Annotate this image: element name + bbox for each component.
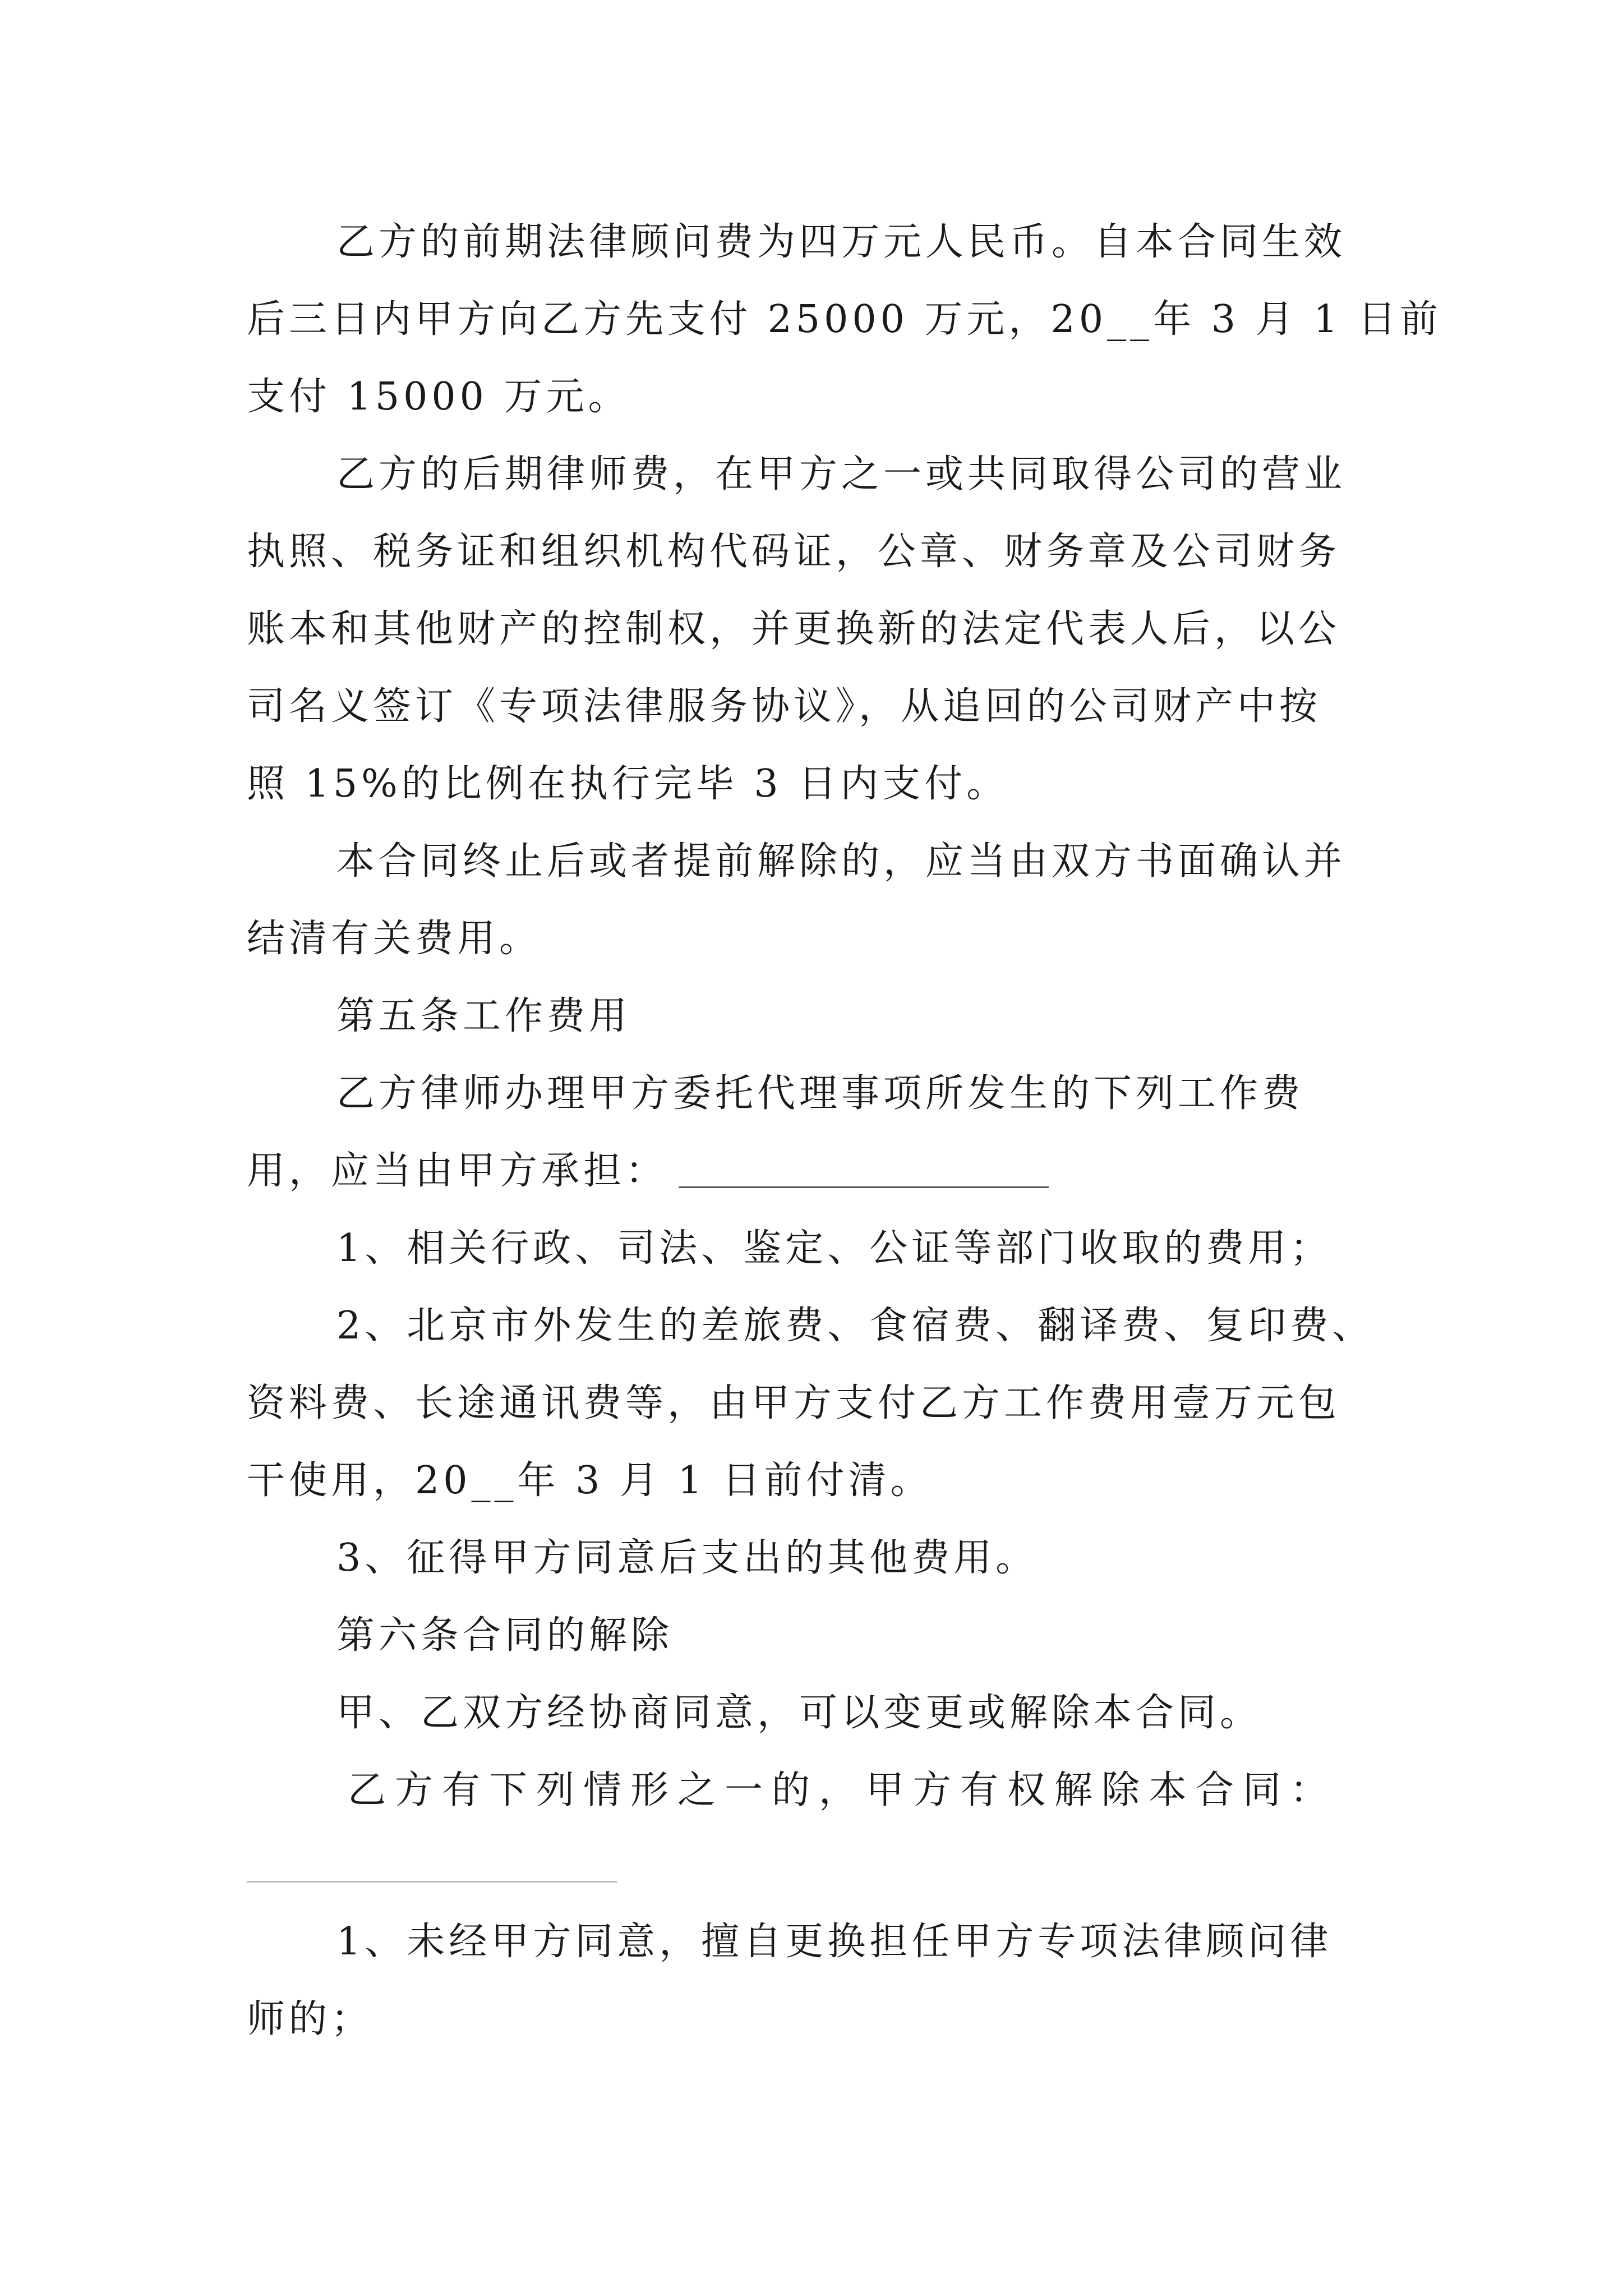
footnote-separator [247, 1881, 617, 1883]
paragraph-text: 用，应当由甲方承担： [247, 1149, 668, 1193]
paragraph-line: 支付 15000 万元。 [247, 375, 630, 419]
list-item-continuation: 资料费、长途通讯费等，由甲方支付乙方工作费用壹万元包 [247, 1381, 1341, 1425]
paragraph-line: 执照、税务证和组织机构代码证，公章、财务章及公司财务 [247, 530, 1341, 574]
paragraph-line: 乙方律师办理甲方委托代理事项所发生的下列工作费 [336, 1071, 1304, 1116]
paragraph-line: 账本和其他财产的控制权，并更换新的法定代表人后，以公 [247, 607, 1341, 651]
fill-in-blank [679, 1186, 1049, 1188]
paragraph-line: 乙方的前期法律顾问费为四万元人民币。自本合同生效 [336, 220, 1347, 264]
list-item: 2、北京市外发生的差旅费、食宿费、翻译费、复印费、 [336, 1304, 1375, 1348]
paragraph-line: 司名义签订《专项法律服务协议》，从追回的公司财产中按 [247, 684, 1322, 729]
paragraph-line: 后三日内甲方向乙方先支付 25000 万元，20__年 3 月 1 日前 [247, 297, 1442, 342]
list-item-continuation: 干使用，20__年 3 月 1 日前付清。 [247, 1458, 933, 1503]
section-heading: 第五条工作费用 [336, 994, 631, 1038]
paragraph-line: 乙方有下列情形之一的，甲方有权解除本合同： [348, 1768, 1338, 1812]
paragraph-line: 甲、乙双方经协商同意，可以变更或解除本合同。 [336, 1691, 1262, 1735]
list-item: 1、相关行政、司法、鉴定、公证等部门收取的费用； [336, 1226, 1332, 1271]
section-heading: 第六条合同的解除 [336, 1613, 674, 1658]
list-item-continuation: 师的； [247, 1997, 374, 2041]
paragraph-line [247, 1149, 1049, 1193]
paragraph-line: 照 15%的比例在执行完毕 3 日内支付。 [247, 762, 1009, 806]
paragraph-line: 乙方的后期律师费，在甲方之一或共同取得公司的营业 [336, 452, 1347, 496]
paragraph-line: 本合同终止后或者提前解除的，应当由双方书面确认并 [336, 839, 1347, 884]
paragraph-line: 结清有关费用。 [247, 917, 542, 961]
list-item: 1、未经甲方同意，擅自更换担任甲方专项法律顾问律 [336, 1920, 1332, 1964]
list-item: 3、征得甲方同意后支出的其他费用。 [336, 1536, 1038, 1580]
